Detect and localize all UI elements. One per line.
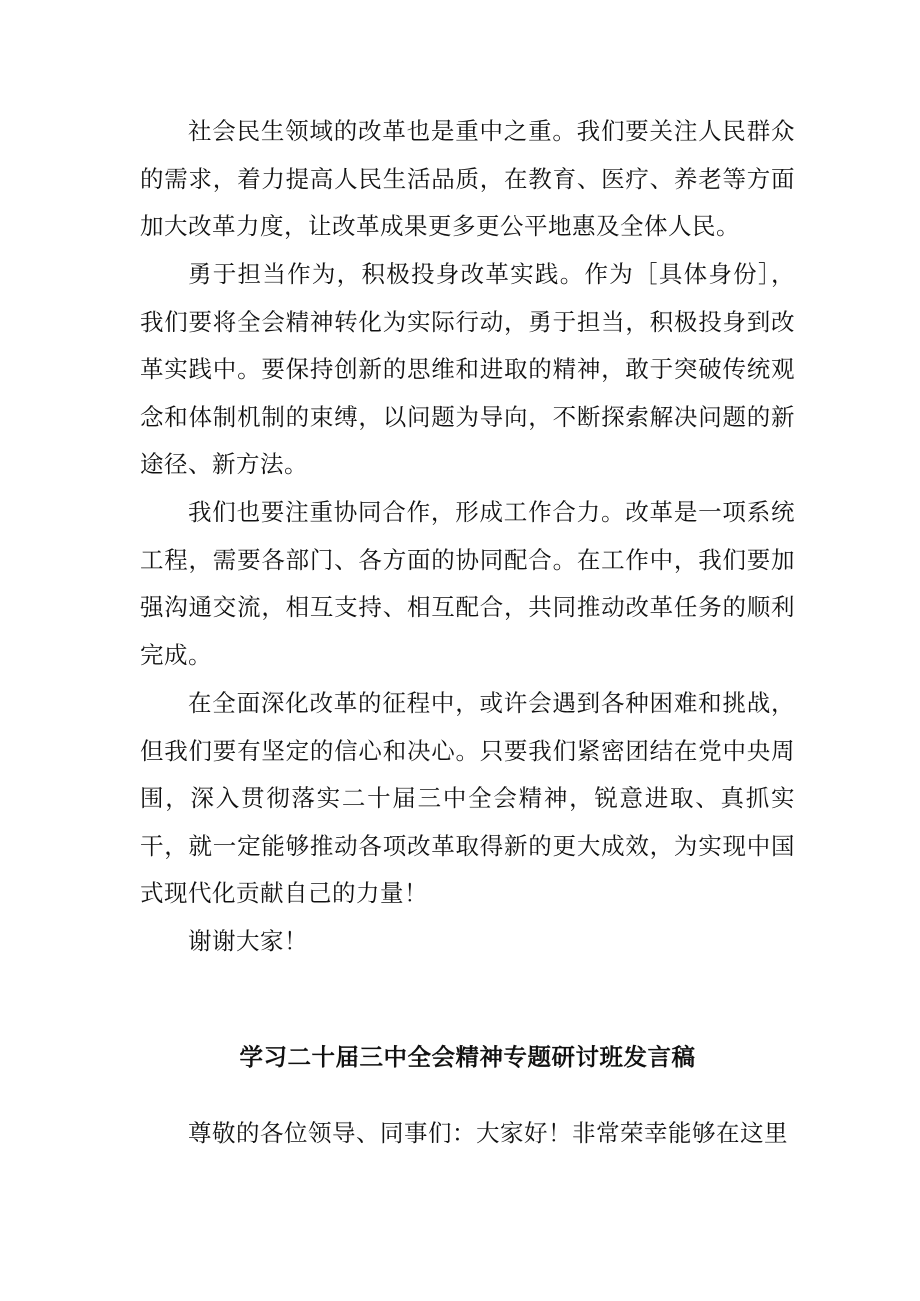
paragraph-take-responsibility: 勇于担当作为，积极投身改革实践。作为［具体身份］，我们要将全会精神转化为实际行动，勇于担当，积极投身到改革实践中。要保持创新的思维和进取的精神，敢于突破传统观念和体制机制的束缚，以问题为导向，不断探索解决问题的新途径、新方法。	[140, 260, 795, 478]
paragraph-thanks: 谢谢大家！	[188, 927, 308, 955]
paragraph-confidence: 在全面深化改革的征程中，或许会遇到各种困难和挑战，但我们要有坚定的信心和决心。只要我们紧密团结在党中央周围，深入贯彻落实二十届三中全会精神，锐意进取、真抓实干，就一定能够推动各项改革取得新的更大成效，为实现中国式现代化贡献自己的力量！	[140, 689, 795, 907]
section-title: 学习二十届三中全会精神专题研讨班发言稿	[239, 1043, 696, 1071]
paragraph-collaboration: 我们也要注重协同合作，形成工作合力。改革是一项系统工程，需要各部门、各方面的协同配合。在工作中，我们要加强沟通交流，相互支持、相互配合，共同推动改革任务的顺利完成。	[140, 498, 795, 669]
paragraph-social-livelihood-reform: 社会民生领域的改革也是重中之重。我们要关注人民群众的需求，着力提高人民生活品质，在教育、医疗、养老等方面加大改革力度，让改革成果更多更公平地惠及全体人民。	[140, 117, 795, 240]
paragraph-opening-greeting: 尊敬的各位领导、同事们：大家好！非常荣幸能够在这里	[188, 1119, 788, 1147]
